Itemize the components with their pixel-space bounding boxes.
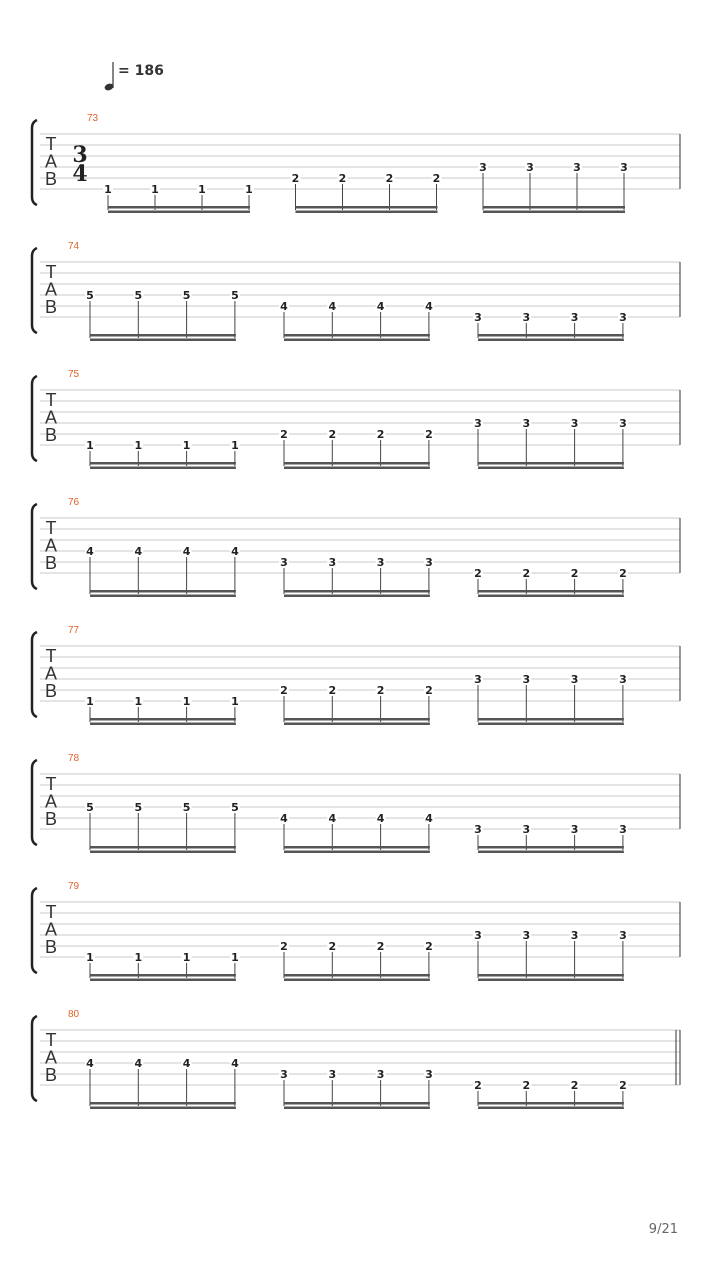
beam [90, 974, 236, 977]
fret-number: 4 [182, 545, 191, 558]
tab-clef-letter: A [44, 791, 58, 812]
beam [284, 851, 430, 854]
bar-number: 77 [68, 625, 80, 636]
fret-number: 2 [328, 940, 337, 953]
fret-number: 2 [425, 684, 433, 697]
system-bracket [32, 120, 37, 205]
fret-number: 4 [231, 545, 239, 558]
bar-number: 79 [68, 881, 80, 892]
fret-number: 5 [231, 289, 239, 302]
beam [478, 462, 624, 465]
bar-number: 78 [68, 753, 80, 764]
fret-number: 3 [474, 823, 482, 836]
beam [284, 1102, 430, 1105]
tab-clef-letter: T [45, 390, 57, 410]
fret-number: 3 [522, 417, 531, 430]
fret-number: 4 [425, 300, 433, 313]
fret-number: 2 [474, 1079, 482, 1092]
beam [90, 595, 236, 598]
bar-number: 73 [87, 113, 99, 124]
fret-number: 4 [134, 545, 143, 558]
beam [90, 334, 236, 337]
tab-system [32, 1009, 680, 1109]
tab-clef-letter: A [44, 279, 58, 300]
fret-number: 1 [86, 439, 94, 452]
tab-system [32, 753, 680, 853]
fret-number: 4 [86, 1057, 94, 1070]
fret-number: 3 [376, 556, 385, 569]
fret-number: 2 [376, 684, 385, 697]
fret-number: 1 [231, 439, 239, 452]
fret-number: 1 [198, 183, 206, 196]
beam [478, 1107, 624, 1110]
bar-number: 80 [68, 1009, 80, 1020]
tab-clef-letter: A [44, 1047, 58, 1068]
tab-clef-letter: T [45, 646, 57, 666]
system-bracket [32, 248, 37, 333]
fret-number: 5 [134, 801, 143, 814]
fret-number: 4 [280, 300, 288, 313]
bar-number: 76 [68, 497, 80, 508]
fret-number: 3 [619, 311, 627, 324]
fret-number: 3 [619, 673, 627, 686]
fret-number: 2 [280, 684, 288, 697]
fret-number: 4 [376, 300, 385, 313]
fret-number: 3 [620, 161, 628, 174]
tab-clef-letter: B [44, 1065, 58, 1085]
fret-number: 2 [432, 172, 441, 185]
time-signature-denominator: 4 [72, 161, 88, 187]
fret-number: 4 [182, 1057, 191, 1070]
system-bracket [32, 376, 37, 461]
fret-number: 3 [474, 417, 482, 430]
beam [90, 1102, 236, 1105]
fret-number: 4 [328, 812, 337, 825]
tab-system [32, 625, 680, 725]
fret-number: 3 [522, 311, 531, 324]
fret-number: 2 [619, 567, 627, 580]
beam [296, 206, 438, 209]
beam [284, 723, 430, 726]
fret-number: 1 [86, 951, 94, 964]
tab-system [32, 497, 680, 597]
beam [284, 339, 430, 342]
fret-number: 3 [619, 417, 627, 430]
fret-number: 2 [385, 172, 394, 185]
fret-number: 3 [570, 823, 579, 836]
tab-clef-letter: T [45, 518, 57, 538]
tab-clef-letter: T [45, 902, 57, 922]
fret-number: 3 [526, 161, 534, 174]
beam [284, 462, 430, 465]
fret-number: 3 [328, 556, 337, 569]
beam [90, 851, 236, 854]
fret-number: 3 [474, 929, 482, 942]
fret-number: 4 [86, 545, 94, 558]
beam [296, 211, 438, 214]
fret-number: 1 [182, 439, 191, 452]
tab-clef-letter: B [44, 169, 58, 189]
fret-number: 3 [570, 673, 579, 686]
beam [284, 1107, 430, 1110]
fret-number: 4 [280, 812, 288, 825]
bar-number: 74 [68, 241, 80, 252]
fret-number: 3 [425, 1068, 433, 1081]
fret-number: 2 [522, 1079, 531, 1092]
beam [90, 590, 236, 593]
fret-number: 2 [376, 428, 385, 441]
page-number: 9/21 [648, 1222, 678, 1237]
fret-number: 2 [425, 940, 433, 953]
tab-clef-letter: A [44, 407, 58, 428]
beam [284, 846, 430, 849]
fret-number: 5 [231, 801, 239, 814]
beam [90, 723, 236, 726]
tab-clef-letter: A [44, 151, 58, 172]
system-bracket [32, 1016, 37, 1101]
beam [90, 979, 236, 982]
beam [90, 467, 236, 470]
beam [284, 974, 430, 977]
fret-number: 3 [619, 929, 627, 942]
fret-number: 1 [134, 439, 143, 452]
beam [108, 211, 250, 214]
fret-number: 3 [479, 161, 487, 174]
beam [90, 718, 236, 721]
fret-number: 3 [570, 417, 579, 430]
tab-system [32, 369, 680, 469]
fret-number: 2 [522, 567, 531, 580]
fret-number: 3 [376, 1068, 385, 1081]
fret-number: 2 [338, 172, 347, 185]
fret-number: 3 [522, 823, 531, 836]
fret-number: 5 [86, 801, 94, 814]
beam [478, 334, 624, 337]
fret-number: 1 [231, 695, 239, 708]
system-bracket [32, 504, 37, 589]
fret-number: 3 [474, 311, 482, 324]
beam [483, 211, 625, 214]
beam [478, 1102, 624, 1105]
beam [90, 846, 236, 849]
beam [483, 206, 625, 209]
tab-clef-letter: A [44, 663, 58, 684]
tab-system [32, 881, 680, 981]
fret-number: 1 [104, 183, 112, 196]
beam [284, 590, 430, 593]
beam [478, 851, 624, 854]
beam [478, 595, 624, 598]
fret-number: 2 [474, 567, 482, 580]
fret-number: 4 [425, 812, 433, 825]
fret-number: 2 [280, 940, 288, 953]
beam [284, 334, 430, 337]
fret-number: 1 [151, 183, 159, 196]
fret-number: 2 [425, 428, 433, 441]
fret-number: 4 [328, 300, 337, 313]
fret-number: 1 [182, 695, 191, 708]
tab-clef-letter: T [45, 262, 57, 282]
beam [90, 462, 236, 465]
beam [90, 339, 236, 342]
beam [284, 595, 430, 598]
beam [478, 846, 624, 849]
fret-number: 1 [245, 183, 253, 196]
fret-number: 3 [280, 1068, 288, 1081]
beam [478, 718, 624, 721]
fret-number: 4 [134, 1057, 143, 1070]
beam [284, 467, 430, 470]
beam [284, 979, 430, 982]
system-bracket [32, 888, 37, 973]
fret-number: 4 [376, 812, 385, 825]
tab-clef-letter: T [45, 134, 57, 154]
system-bracket [32, 760, 37, 845]
fret-number: 5 [182, 289, 191, 302]
fret-number: 3 [474, 673, 482, 686]
tempo-marking [104, 62, 164, 92]
fret-number: 2 [570, 1079, 579, 1092]
fret-number: 1 [134, 951, 143, 964]
beam [478, 974, 624, 977]
bar-number: 75 [68, 369, 80, 380]
fret-number: 5 [134, 289, 143, 302]
fret-number: 2 [328, 684, 337, 697]
fret-number: 3 [619, 823, 627, 836]
fret-number: 1 [182, 951, 191, 964]
fret-number: 1 [86, 695, 94, 708]
tab-system [32, 113, 680, 213]
tab-clef-letter: A [44, 919, 58, 940]
tab-clef-letter: B [44, 809, 58, 829]
tab-clef-letter: T [45, 1030, 57, 1050]
fret-number: 5 [86, 289, 94, 302]
fret-number: 1 [134, 695, 143, 708]
tab-clef-letter: B [44, 681, 58, 701]
beam [108, 206, 250, 209]
beam [478, 339, 624, 342]
beam [478, 979, 624, 982]
tab-clef-letter: B [44, 425, 58, 445]
fret-number: 3 [573, 161, 581, 174]
fret-number: 3 [328, 1068, 337, 1081]
beam [90, 1107, 236, 1110]
fret-number: 3 [570, 929, 579, 942]
beam [284, 718, 430, 721]
beam [478, 590, 624, 593]
tab-clef-letter: T [45, 774, 57, 794]
system-bracket [32, 632, 37, 717]
fret-number: 3 [522, 929, 531, 942]
tab-clef-letter: B [44, 553, 58, 573]
fret-number: 2 [328, 428, 337, 441]
beam [478, 467, 624, 470]
fret-number: 2 [376, 940, 385, 953]
fret-number: 3 [522, 673, 531, 686]
fret-number: 5 [182, 801, 191, 814]
tempo-label: = 186 [118, 63, 164, 79]
fret-number: 1 [231, 951, 239, 964]
fret-number: 2 [291, 172, 300, 185]
fret-number: 2 [619, 1079, 627, 1092]
tab-clef-letter: A [44, 535, 58, 556]
fret-number: 2 [570, 567, 579, 580]
fret-number: 4 [231, 1057, 239, 1070]
fret-number: 3 [570, 311, 579, 324]
fret-number: 2 [280, 428, 288, 441]
fret-number: 3 [280, 556, 288, 569]
time-signature-numerator: 3 [72, 142, 88, 168]
beam [478, 723, 624, 726]
tab-clef-letter: B [44, 937, 58, 957]
tab-system [32, 241, 680, 341]
tab-clef-letter: B [44, 297, 58, 317]
fret-number: 3 [425, 556, 433, 569]
